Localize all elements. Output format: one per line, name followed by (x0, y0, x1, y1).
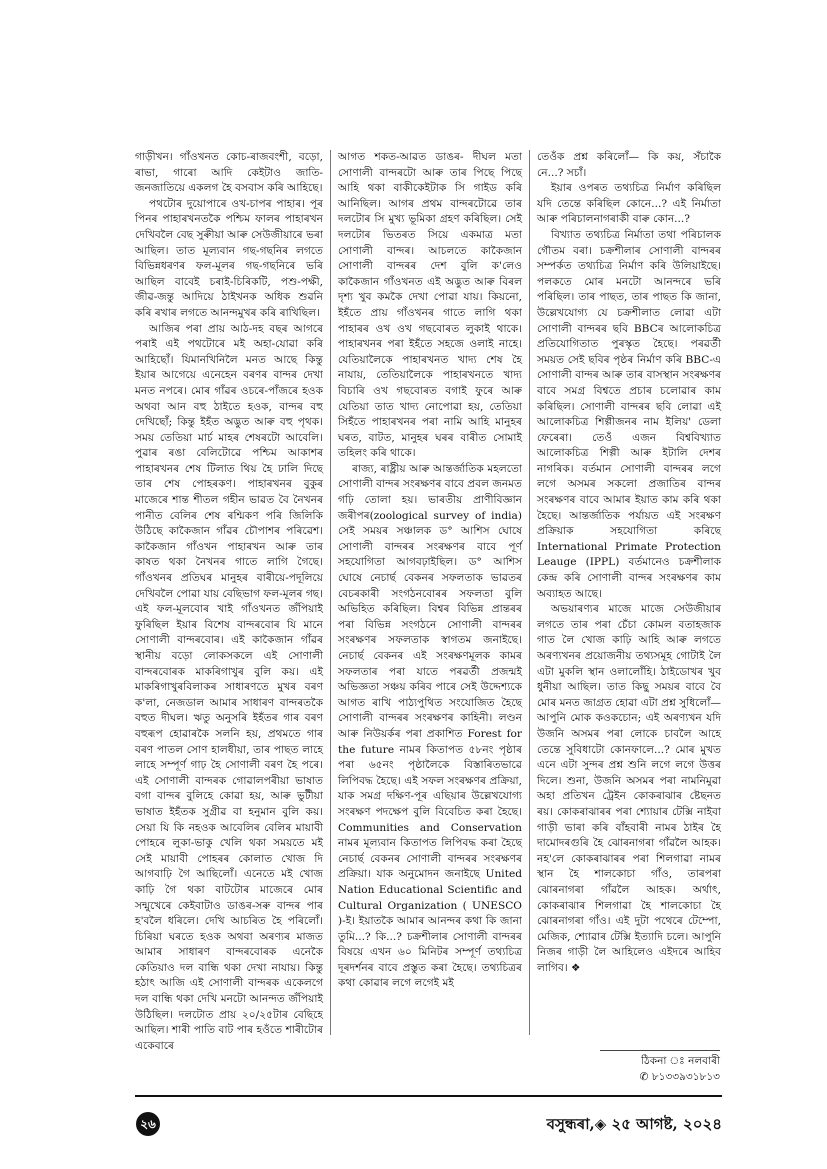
footer-rule (135, 1095, 722, 1097)
paragraph: তেওঁক প্ৰশ্ন কৰিলোঁ— কি কয়, সঁচাকৈ নে...? সচাঁ। (537, 151, 721, 179)
author-signature (600, 1050, 720, 1085)
paragraph: গাড়ীখন। গাঁওখনত কোচ-ৰাজবংশী, বড়ো, ৰাভা, গাৰো আদি কেইটাও জাতি-জনজাতিয়ে একলগ হৈ বসবাস কৰি আহিছে। (135, 151, 323, 195)
column-divider (330, 150, 331, 1035)
magazine-title: বসুন্ধৰা,◈ ২৫ আগষ্ট, ২০২৪ (546, 1115, 722, 1133)
paragraph: পথটোৰ দুয়োপাৰে ওখ-চাপৰ পাহাৰ। পূৰ পিনৰ পাহাৰখনতকৈ পশ্চিম ফালৰ পাহাৰখন দেখিবলৈ বেছ সুৰুীয়া আৰু সেউজীয়াৰে ভৰা আছিল। তাত মূল্যবান গছ-গছনিৰ লগতে বিভিন্নধৰণৰ ফল-মূলৰ গছ-গছনিৰে ভৰি আছিল বাবেই চৰাই-চিৰিকটি, পশু-পক্ষী, জীৱ-জন্তু আদিয়ে ঠাইখনক অধিক শুৱনি কৰি ৰখাৰ লগতে আনন্দমুখৰ কৰি ৰাখিছিল। (135, 197, 323, 319)
signature-rule (600, 1050, 720, 1051)
page-number: ২৬ (136, 1112, 160, 1136)
article-column-2 (338, 150, 522, 1020)
column-divider (529, 150, 530, 1035)
paragraph: বিখ্যাত তথ্যচিত্ৰ নিৰ্মাতা তথা পৰিচালক গৌতম বৰা। চক্ৰশীলাৰ সোণালী বান্দৰৰ সম্পৰ্কত তথ্যচিত্ৰ নিৰ্মাণ কৰি উলিয়াইছে। পলকতে মোৰ মনটো আনন্দৰে ভৰি পৰিছিল। তাৰ পাছত, তাৰ পাছত কি জানা, উল্লেখযোগ্য যে চক্ৰশীলাত লোৱা এটা সোণালী বান্দৰৰ ছবি BBCৰ আলোকচিত্ৰ প্ৰতিযোগিতাত পুৰস্কৃত হৈছে। পৰৱৰ্তী সময়ত সেই ছবিৰ পৃষ্ঠৰ নিৰ্মাণ কৰি BBC-এ সোণালী বান্দৰ আৰু তাৰ বাসস্থান সংৰক্ষণৰ বাবে সমগ্ৰ বিশ্বতে প্ৰচাৰ চলোৱাৰ কাম কৰিছিল। সোণালী বান্দৰৰ ছবি লোৱা এই আলোকচিত্ৰ শিল্পীজনৰ নাম ইলিয়' ডেলা ফেৰেৰা। তেওঁ এজন বিশ্ববিখ্যাত আলোকচিত্ৰ শিল্পী আৰু ইটালি দেশৰ নাগৰিক। বৰ্তমান সোণালী বান্দৰৰ লগে লগে অসমৰ সকলো প্ৰজাতিৰ বান্দৰ সংৰক্ষণৰ বাবে আমাৰ ইয়াত কাম কৰি থকা হৈছে। আন্তৰ্জাতিক পৰ্যায়ত এই সংৰক্ষণ প্ৰক্ৰিয়াক সহযোগিতা কৰিছে International Primate Protection Leauge (IPPL) বৰ্তমানেও চক্ৰশীলাক কেন্দ্ৰ কৰি সোণালী বান্দৰ সংৰক্ষণৰ কাম অব্যাহত আছে। (537, 228, 721, 600)
author-address: ঠিকনা ঃ নলবাৰী (641, 1055, 720, 1067)
author-phone: ✆ ৮১৩৩৯৩১৮১৩ (639, 1071, 720, 1083)
paragraph: আগত শকত-আৱত ডাঙৰ- দীঘল মতা সোণালী বান্দৰটো আৰু তাৰ পিছে পিছে আহি থকা বাকীকেইটাক সি গাইড কৰি আনিছিল। আগৰ প্ৰথম বান্দৰটোৱে তাৰ দলটোৰ সি মুখ্য ভূমিকা গ্ৰহণ কৰিছিল। সেই দলটোৰ ভিতৰত সিয়ে একমাত্ৰ মতা সোণালী বান্দৰ। আচলতে কাকৈজান সোণালী বান্দৰৰ দেশ বুলি ক'লেও কাকৈজান গাঁওখনত এই অদ্ভুত আৰু বিৰল দৃশ্য খুব কমকৈ দেখা পোৱা যায়। কিয়নো, ইহঁতে প্ৰায় গাঁওখনৰ গাতে লাগি থকা পাহাৰৰ ওখ ওখ গছবোৰত লুকাই থাকে। পাহাৰখনৰ পৰা ইহঁতে সহজে ওলাই নাহে। যেতিয়ালৈকে পাহাৰখনত খাদ্য শেষ হৈ নাযায়, তেতিয়ালৈকে পাহাৰখনতে খাদ্য বিচাৰি ওখ গছবোৰত বগাই ফুৰে আৰু যেতিয়া তাত খাদ্য নোপোৱা হয়, তেতিয়া সিহঁতে পাহাৰখনৰ পৰা নামি আহি মানুহৰ ঘৰত, বাটত, মানুহৰ ঘৰৰ বাৰীত সোমাই তহিলং কৰি থাকে। (338, 151, 522, 460)
paragraph: ৰাজ্য, ৰাষ্ট্ৰীয় আৰু আন্তৰ্জাতিক মহলতো সোণালী বান্দৰ সংৰক্ষণৰ বাবে প্ৰবল জনমত গঢ়ি তোলা হয়। ভাৰতীয় প্ৰাণীবিজ্ঞান জৰীপৰ(zoological survey of india) সেই সময়ৰ সঞ্চালক ড° আশিস ঘোষে সোণালী বান্দৰৰ সংৰক্ষণৰ বাবে পূৰ্ণ সহযোগিতা আগবঢ়াইছিল। ড° আশিস ঘোষে নেচাৰ্ছ বেকনৰ সফলতাক ভাৱতৰ বেচৰকাৰী সংগঠনবোৰৰ সফলতা বুলি অভিহিত কৰিছিল। বিশ্বৰ বিভিন্ন প্ৰান্তৰৰ পৰা বিভিন্ন সংগঠনে সোণালী বান্দৰৰ সংৰক্ষণৰ সফলতাক স্বাগতম জনাইছে। নেচাৰ্ছ বেকনৰ এই সংৰক্ষণমূলক কামৰ সফলতাৰ পৰা যাতে পৰৱৰ্তী প্ৰজন্মই অভিজ্ঞতা সঞ্চয় কৰিব পাৰে সেই উদ্দেশ্যকে আগত ৰাখি পাঠ্যপুথিত সংযোজিত হৈছে সোণালী বান্দৰৰ সংৰক্ষণৰ কাহিনী। লণ্ডন আৰু নিউয়ৰ্কৰ পৰা প্ৰকাশিত Forest for the future নামৰ কিতাপত ৫৮নং পৃষ্ঠাৰ পৰা ৬৫নং পৃষ্ঠালৈকে বিস্তাৰিতভাৱে লিপিবদ্ধ হৈছে। এই সফল সংৰক্ষণৰ প্ৰক্ৰিয়া, যাক সমগ্ৰ দক্ষিণ-পূৰ এছিয়াৰ উল্লেখযোগ্য সংৰক্ষণ পদক্ষেপ বুলি বিবেচিত কৰা হৈছে। Communities and Conservation নামৰ মূল্যবান কিতাপত লিপিবদ্ধ কৰা হৈছে নেচাৰ্ছ বেকনৰ সোণালী বান্দৰৰ সংৰক্ষণৰ প্ৰক্ৰিয়া। যাক অনুমোদন জনাইছে United Nation Educational Scientific and Cultural Organization ( UNESCO )-ই। ইয়াতকৈ আমাৰ আনন্দৰ কথা কি জানা তুমি...? কি...? চক্ৰশীলাৰ সোণালী বান্দৰৰ বিষয়ে এখন ৬০ মিনিটৰ সম্পূৰ্ণ তথ্যচিত্ৰ দূৰদৰ্শনৰ বাবে প্ৰস্তুত কৰা হৈছে। তথ্যচিত্ৰৰ কথা কোৱাৰ লগে লগেই মই (338, 462, 522, 990)
paragraph: অভয়াৰণ্যৰ মাজে মাজে সেউজীয়াৰ লগতে তাৰ পৰা চেঁচা কোমল বতাহজাক গাত লৈ খোজ কাঢ়ি আহি আৰু লগতে অৰণ্যখনৰ প্ৰয়োজনীয় তথ্যসমূহ গোটাই লৈ এটা মুকলি স্থান ওলালোঁহি। ঠাইডোখৰ খুব ধুনীয়া আছিল। তাত কিছু সময়ৰ বাবে বৈ মোৰ মনত জাগ্ৰত হোৱা এটা প্ৰশ্ন সুধিলোঁ— আপুনি মোক কওকচোন; এই অৰণ্যখন যদি উজনি অসমৰ পৰা লোকে চাবলৈ আহে তেন্তে সুবিধাটো কোনফালে...? মোৰ মুখত এনে এটা সুন্দৰ প্ৰশ্ন শুনি লগে লগে উত্তৰ দিলে। শুনা, উজনি অসমৰ পৰা নামনিমুৱা অহা প্ৰতিখন ট্ৰেইন কোকৰাঝাৰ ষ্টেছনত ৰয়। কোকৰাঝাৰৰ পৰা শ্যোয়াৰ টেক্সি নাইবা গাড়ী ভাৰা কৰি বাঁহবাৰী নামৰ ঠাইৰ হৈ দামোদৰগুৰি হৈ ঝোৰনাগৰা গাঁৱলৈ আহক। নহ'লে কোকৰাঝাৰৰ পৰা শিলগাৱা নামৰ স্থান হৈ শালকোচা গাঁও, তাৰপৰা ঝোৰনাগৰা গাঁৱলৈ আহক। অৰ্থাৎ, কোকৰাঝাৰ শিলগাৱা হৈ শালকোচা হৈ ঝোৰনাগৰা গাঁও। এই দুটা পথেৰে টেম্পো, মেজিক, শ্যোৱাৰ টেক্সি ইত্যাদি চলে। আপুনি নিজৰ গাড়ী লৈ আহিলেও এইদৰে আহিব লাগিব। ❖ (537, 603, 721, 974)
paragraph: আজিৰ পৰা প্ৰায় আঠ-দহ বছৰ আগৰে পৰাই এই পথটোৰে মই অহা-যোৱা কৰি আহিছোঁ। যিমানখিনিলৈ মনত আছে কিন্তু ইয়াৰ আগেয়ে এনেহেন বৰণৰ বান্দৰ দেখা মনত নপৰে। মোৰ গাঁৱৰ ওচৰে-পাঁজৰে হওক অথবা আন বহু ঠাইতে হওক, বান্দৰ বহু দেখিছোঁ; কিন্তু ইহঁত অদ্ভুত আৰু বহু পৃথক। সময় তেতিয়া মাৰ্চ মাহৰ শেষৰটো আবেলি। পুৱাৰ ৰঙা বেলিটোৱে পশ্চিম আকাশৰ পাহাৰখনৰ শেষ টিলাত থিয় হৈ ঢালি দিছে তাৰ শেষ পোহৰকণ। পাহাৰখনৰ বুকুৰ মাজেৰে শান্ত শীতল গহীন ভাৱত বৈ নৈখনৰ পানীত বেলিৰ শেষ ৰশ্মিকণ পৰি জিলিকি উঠিছে কাকৈজান গাঁৱৰ চৌপাশৰ পৰিৱেশ। কাকৈজান গাঁওখন পাহাৰখন আৰু তাৰ কাষত থকা নৈখনৰ গাতে লাগি গৈছে। গাঁওখনৰ প্ৰতিঘৰ মানুহৰ বাৰীয়ে-পদূলিয়ে দেখিবলৈ পোৱা যায় বেছিভাগ ফল-মূলৰ গছ। এই ফল-মূলবোৰ খাই গাঁওখনত জঁপিয়াই ফুৰিছিল ইয়াৰ বিশেষ বান্দৰবোৰ যি মানে সোণালী বান্দৰবোৰ। এই কাকৈজান গাঁৱৰ স্থানীয় বড়ো লোকসকলে এই সোণালী বান্দৰবোৰক মাকৰিগাখুৰ বুলি কয়। এই মাকৰিগাখুৰবিলাকৰ সাধাৰণতে মুখৰ বৰণ ক'লা, নেজডাল আমাৰ সাধাৰণ বান্দৰতকৈ বহুত দীঘল। ঋতু অনুসৰি ইহঁতৰ গাৰ বৰণ বহুৰূপ হোৱাৰকৈ সলনি হয়, প্ৰথমতে গাৰ বৰণ পাতল সোণ হালধীয়া, তাৰ পাছত লাহে লাহে সম্পূৰ্ণ গাঢ় হৈ সোণালী বৰণ হৈ পৰে। এই সোণালী বান্দৰক গোৱালপৰীয়া ভাষাত বগা বান্দৰ বুলিহে কোৱা হয়, আৰু ভুটীয়া ভাষাত ইহঁতক সুগ্ৰীৱ বা হনুমান বুলি কয়। সেয়া যি কি নহওক আবেলিৰ বেলিৰ মায়াবী পোহৰে লুকা-ভাকু খেলি থকা সময়তে মই সেই মায়াবী পোহৰৰ কোলাত খোজ দি আগবাঢ়ি গৈ আছিলোঁ। এনেতে মই খোজ কাঢ়ি গৈ থকা বাটটোৰ মাজেৰে মোৰ সন্মুখেৰে কেইবাটাও ডাঙৰ-সৰু বান্দৰ পাৰ হ'বলৈ ধৰিলে। দেখি আচৰিত হৈ পৰিলোঁ। চিৰিয়া ঘৰতে হওক অথবা অৰণ্যৰ মাজত আমাৰ সাধাৰণ বান্দৰবোৰক এনেকৈ কেতিয়াও দল বান্ধি থকা দেখা নাযায়। কিন্তু হঠাৎ আজি এই সোণালী বান্দৰক একেলগে দল বান্ধি থকা দেখি মনটো আনন্দত জঁপিয়াই উঠিছিল। দলটোত প্ৰায় ২০/২৫টাৰ বেছিহে আছিল। শাৰী পাতি বাট পাৰ হওঁতে শাৰীটোৰ একেবাৰে (135, 322, 323, 1052)
article-column-3 (537, 150, 721, 974)
paragraph: ইয়াৰ ওপৰত তথ্যচিত্ৰ নিৰ্মাণ কৰিছিল যদি তেন্তে কৰিছিল কোনে...? এই নিৰ্মাতা আৰু পৰিচালনাগৰাকী বাৰু কোন...? (537, 182, 721, 226)
article-column-1 (135, 150, 323, 1052)
